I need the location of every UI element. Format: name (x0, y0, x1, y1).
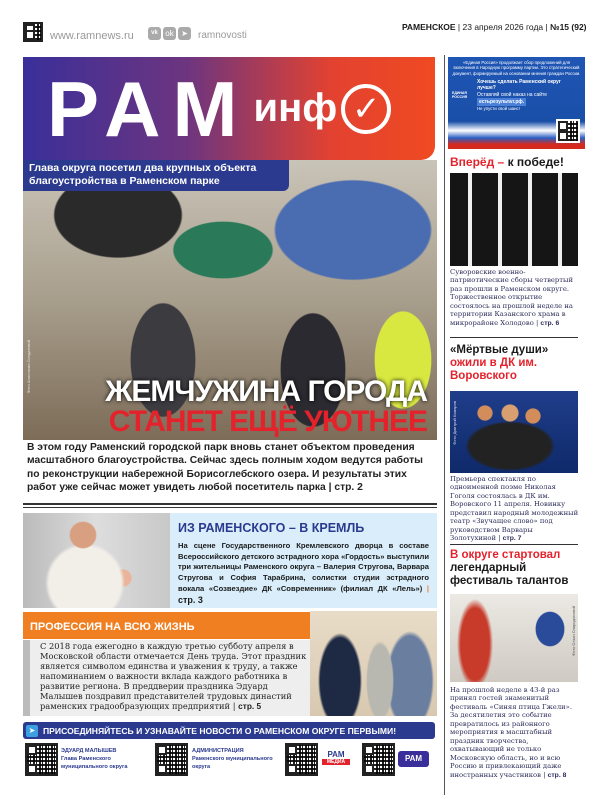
lead-kicker: Глава округа посетил два крупных объекта благоустройства в Раменском парке (23, 160, 289, 191)
side-story-3-photo (450, 594, 578, 682)
ram-media-logo: РАМ МЕДИА (322, 750, 350, 765)
profession-page-link[interactable]: стр. 5 (238, 700, 262, 711)
logo-main: РАМ (47, 64, 250, 153)
profession-title: ПРОФЕССИЯ НА ВСЮ ЖИЗНЬ (23, 612, 310, 639)
party-ad[interactable] (448, 57, 585, 149)
issue-info: РАМЕНСКОЕ | 23 апреля 2026 года | №15 (92) (402, 22, 587, 32)
side-story-1-title: Вперёд – к победе! (450, 155, 564, 169)
lead-body: В этом году Раменский городской парк вновь станет объектом проведения масштабного благоустройства. Сейчас здесь полным ходом ведутся работы по реконструкции набережной Борисоглебского озера. И результаты этих работ уже сейчас может увидеть любой посетитель парка | стр. 2 (27, 442, 423, 494)
profession-body: С 2018 года ежегодно в каждую третью субботу апреля в Московской области отмечается День труда. Этот праздник является символом единства и уважения к труду, а также напоминанием о важности вклада каждого работника в развитие региона. В преддверии праздника Эдуард Малышев поздравил представителей трудовых династий раменских градообразующих предприятий | стр. 5 (23, 640, 310, 716)
side-story-3-title: В округе стартовал легендарный фестиваль талантов (450, 549, 569, 588)
footer-contact-2: АДМИНИСТРАЦИЯ Раменского муниципального округа (192, 748, 273, 770)
ad-qr-code[interactable] (556, 119, 580, 143)
masthead-banner (23, 57, 435, 160)
profession-photo (310, 611, 437, 716)
lead-headline-2: СТАНЕТ ЕЩЁ УЮТНЕЕ (108, 405, 427, 438)
photo-credit: Фото Анастасии Солдатовой (26, 340, 31, 394)
lead-page-link[interactable]: стр. 2 (334, 482, 363, 494)
ad-cta: Оставляй свой наказ на сайте (476, 91, 548, 98)
kremlin-body: На сцене Государственного Кремлевского дворца в составе Всероссийского детского эстрадного хора «Гордость» выступили три жительницы Раменского округа – Валерия Стругова, Варвара Стругова и София Тарабрина, солистки студии эстрадного вокала «Созвездие» ДК «Современник» (филиал ДК «Лель») | стр. 3 (178, 541, 429, 606)
qr-code-ram-media[interactable] (285, 743, 318, 776)
side-story-1-body: Суворовские военно-патриотические сборы четвертый раз прошли в Раменском округе. Торжественное открытие состоялось на прошлой неделе на территории Казанского храма в микрорайоне Холодово | стр. 6 (450, 268, 573, 327)
qr-code-ram-info[interactable] (362, 743, 395, 776)
check-icon: ✓ (341, 84, 391, 134)
side-story-3-page-link[interactable]: стр. 8 (547, 771, 567, 779)
qr-code-administration[interactable] (155, 743, 188, 776)
lead-photo (23, 160, 437, 440)
ram-info-logo: РАМ (398, 751, 429, 767)
site-url[interactable]: www.ramnews.ru (50, 30, 134, 42)
side-story-2-title: «Мёртвые души» ожили в ДК им. Воровского (450, 344, 549, 383)
side-story-2-body: Премьера спектакля по одноименной поэме Николая Гоголя состоялась в ДК им. Воровского 11 апреля. Новинку представил народный молодежный театр «Звучащее слово» под руководством Варвары Золотухиной | стр. 7 (450, 475, 579, 543)
ad-question: Хочешь сделать Раменский округ лучше? (476, 79, 561, 92)
kremlin-page-link[interactable]: стр. 3 (178, 595, 203, 606)
telegram-banner[interactable] (23, 722, 435, 739)
telegram-icon: ➤ (26, 725, 38, 737)
ok-icon[interactable]: ok (163, 27, 176, 40)
side-story-3-credit: Фото Ольги Спиридоновой (571, 606, 576, 656)
divider (450, 337, 578, 338)
ad-slogan: Не упусти свой шанс! (476, 106, 520, 112)
ad-intro: «Единая Россия» продолжает сбор предложений для включения в Народную программу партии. Это стратегический документ, формируемый на основании мнения граждан России. (452, 60, 581, 76)
vk-icon[interactable]: vk (148, 27, 161, 40)
party-logo: ЕДИНАЯ РОССИЯ (452, 91, 468, 100)
column-divider (444, 55, 445, 795)
city: РАМЕНСКОЕ (402, 22, 456, 32)
header-qr-code[interactable] (23, 22, 43, 42)
social-handle[interactable]: ramnovosti (198, 30, 247, 41)
kremlin-box (170, 513, 437, 608)
side-story-2-page-link[interactable]: стр. 7 (502, 535, 522, 543)
divider (450, 544, 578, 545)
telegram-text: ПРИСОЕДИНЯЙТЕСЬ И УЗНАВАЙТЕ НОВОСТИ О РАМЕНСКОМ ОКРУГЕ ПЕРВЫМИ! (43, 725, 397, 736)
side-story-1-photo (450, 173, 578, 266)
social-icons (148, 27, 191, 40)
issue-number: №15 (92) (550, 22, 587, 32)
lead-headline-1: ЖЕМЧУЖИНА ГОРОДА (105, 375, 427, 408)
date: 23 апреля 2026 года (462, 22, 544, 32)
side-story-3-body: На прошлой неделе в 43-й раз принял гостей знаменитый фестиваль «Синяя птица Гжели». За десятилетия это событие превратилось из районного мероприятия в масштабный праздник творчества, охватывающий не только Московскую область, но и всю Россию и привлекающий даже иностранных участников | стр. 8 (450, 686, 572, 779)
divider (23, 507, 437, 508)
ad-site[interactable]: естьрезультат.рф. (478, 98, 525, 105)
side-story-2-credit: Фото Дмитрий Комаров (452, 401, 457, 445)
kremlin-title: ИЗ РАМЕНСКОГО – В КРЕМЛЬ (178, 521, 365, 535)
logo-suffix: инф (253, 86, 338, 130)
side-story-2-photo (450, 391, 578, 473)
qr-code-malyshev[interactable] (25, 743, 58, 776)
footer-contact-1: ЭДУАРД МАЛЫШЕВ Глава Раменского муниципального округа (61, 748, 128, 770)
kremlin-photo (23, 513, 170, 608)
divider (23, 503, 437, 505)
side-story-1-page-link[interactable]: стр. 6 (540, 319, 560, 327)
telegram-icon[interactable]: ➤ (178, 27, 191, 40)
